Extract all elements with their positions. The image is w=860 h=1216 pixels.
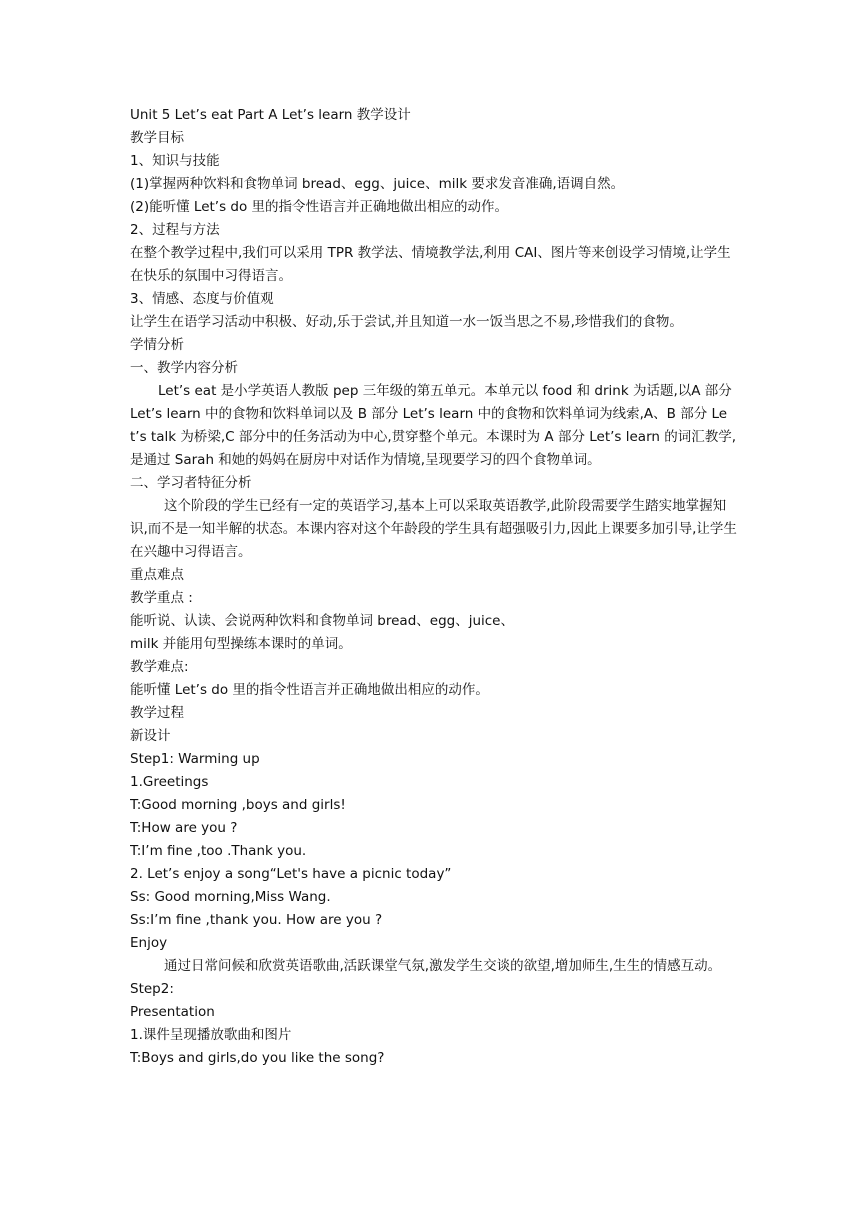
step1-enjoy: Enjoy <box>130 935 168 951</box>
new-design-label: 新设计 <box>130 728 171 744</box>
analysis-content-paragraph: Let’s eat 是小学英语人教版 pep 三年级的第五单元。本单元以 food 和 drink 为话题,以A 部分 Let’s learn 中的食物和饮料单词以及 B 部分 Let’s learn 中的食物和饮料单词为线索,A、B 部分 Let’s talk 为桥梁,C 部分中的任务活动为中心,贯穿整个单元。本课时为 A 部分 Let’s learn 的词汇教学,是通过 Sarah 和她的妈妈在厨房中对话作为情境,呈现要学习的四个食物单词。 <box>130 383 737 468</box>
step2-dialogue-1: T:Boys and girls,do you like the song? <box>130 1050 385 1066</box>
document-title: Unit 5 Let’s eat Part A Let’s learn 教学设计 <box>130 107 411 123</box>
document-page <box>130 104 738 1070</box>
goal-knowledge-skills: 1、知识与技能 <box>130 153 220 169</box>
heading-teaching-process: 教学过程 <box>130 705 184 721</box>
heading-key-points: 重点难点 <box>130 567 184 583</box>
analysis-content-heading: 一、教学内容分析 <box>130 360 238 376</box>
key-point-label: 教学重点 : <box>130 590 193 606</box>
goal-knowledge-item-2: (2)能听懂 Let’s do 里的指令性语言并正确地做出相应的动作。 <box>130 199 509 215</box>
step1-dialogue-4: Ss: Good morning,Miss Wang. <box>130 889 331 905</box>
step1-dialogue-1: T:Good morning ,boys and girls! <box>130 797 346 813</box>
analysis-learner-heading: 二、学习者特征分析 <box>130 475 252 491</box>
analysis-learner-paragraph: 这个阶段的学生已经有一定的英语学习,基本上可以采取英语教学,此阶段需要学生踏实地掌握知识,而不是一知半解的状态。本课内容对这个年龄段的学生具有超强吸引力,因此上课要多加引导,让学生在兴趣中习得语言。 <box>130 498 737 560</box>
step1-item-greetings: 1.Greetings <box>130 774 209 790</box>
goal-attitude-values: 3、情感、态度与价值观 <box>130 291 274 307</box>
goal-process-paragraph: 在整个教学过程中,我们可以采用 TPR 教学法、情境教学法,利用 CAI、图片等来创设学习情境,让学生在快乐的氛围中习得语言。 <box>130 245 731 284</box>
step1-rationale-paragraph: 通过日常问候和欣赏英语歌曲,活跃课堂气氛,激发学生交谈的欲望,增加师生,生生的情感互动。 <box>164 958 722 974</box>
heading-learning-analysis: 学情分析 <box>130 337 184 353</box>
difficulty-text: 能听懂 Let’s do 里的指令性语言并正确地做出相应的动作。 <box>130 682 489 698</box>
step1-dialogue-2: T:How are you ? <box>130 820 238 836</box>
step1-item-song: 2. Let’s enjoy a song“Let's have a picnic today” <box>130 866 452 882</box>
step1-heading: Step1: Warming up <box>130 751 260 767</box>
key-point-line-2: milk 并能用句型操练本课时的单词。 <box>130 636 352 652</box>
step2-item-1: 1.课件呈现播放歌曲和图片 <box>130 1027 292 1043</box>
step2-presentation: Presentation <box>130 1004 215 1020</box>
goal-knowledge-item-1: (1)掌握两种饮料和食物单词 bread、egg、juice、milk 要求发音准确,语调自然。 <box>130 176 625 192</box>
goal-process-methods: 2、过程与方法 <box>130 222 220 238</box>
heading-teaching-goals: 教学目标 <box>130 130 184 146</box>
goal-attitude-paragraph: 让学生在语学习活动中积极、好动,乐于尝试,并且知道一水一饭当思之不易,珍惜我们的食物。 <box>130 314 683 330</box>
difficulty-label: 教学难点: <box>130 659 189 675</box>
step1-dialogue-3: T:I’m fine ,too .Thank you. <box>130 843 307 859</box>
step2-heading: Step2: <box>130 981 174 997</box>
key-point-line-1: 能听说、认读、会说两种饮料和食物单词 bread、egg、juice、 <box>130 613 514 629</box>
step1-dialogue-5: Ss:I’m fine ,thank you. How are you ? <box>130 912 383 928</box>
